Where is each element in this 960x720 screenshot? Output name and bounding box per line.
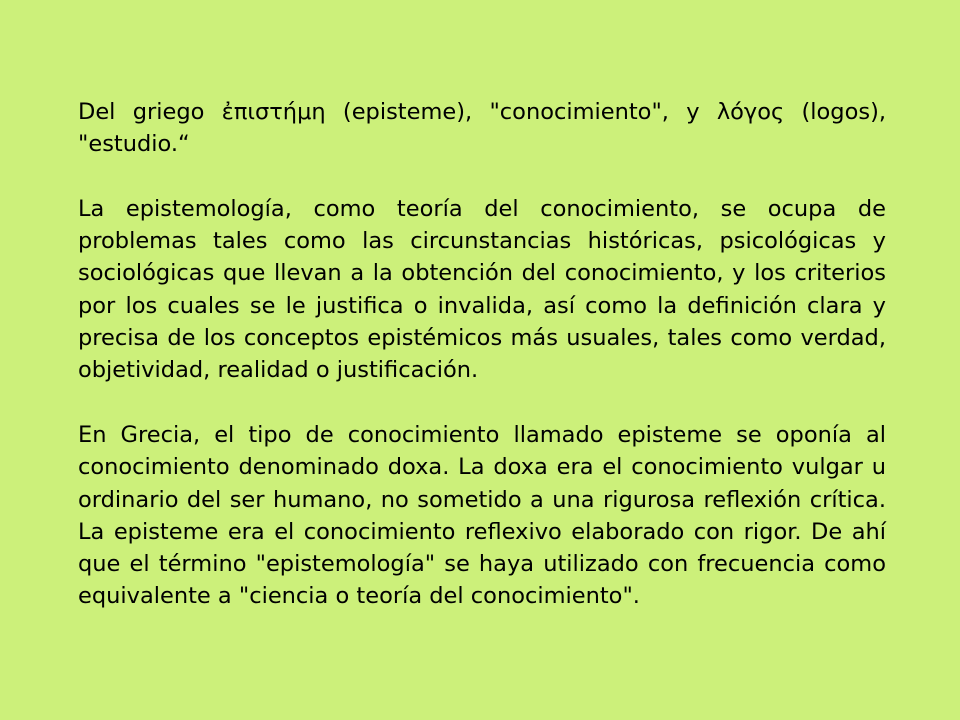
paragraph-etymology: Del griego ἐπιστήμη (episteme), "conocimiento", y λόγος (logos), "estudio.“ [78, 99, 886, 158]
paragraph-definition: La epistemología, como teoría del conocimiento, se ocupa de problemas tales como las circunstancias históricas, psicológicas y sociológicas que llevan a la obtención del conocimiento, y los criterios por los cuales se le justifica o invalida, así como la definición clara y precisa de los conceptos epistémicos más usuales, tales como verdad, objetividad, realidad o justificación. [78, 195, 886, 384]
paragraph-history: En Grecia, el tipo de conocimiento llamado episteme se oponía al conocimiento denominado doxa. La doxa era el conocimiento vulgar u ordinario del ser humano, no sometido a una rigurosa reflexión crítica. La episteme era el conocimiento reflexivo elaborado con rigor. De ahí que el término "epistemología" se haya utilizado con frecuencia como equivalente a "ciencia o teoría del conocimiento". [78, 421, 886, 610]
slide-text-body [78, 96, 886, 613]
